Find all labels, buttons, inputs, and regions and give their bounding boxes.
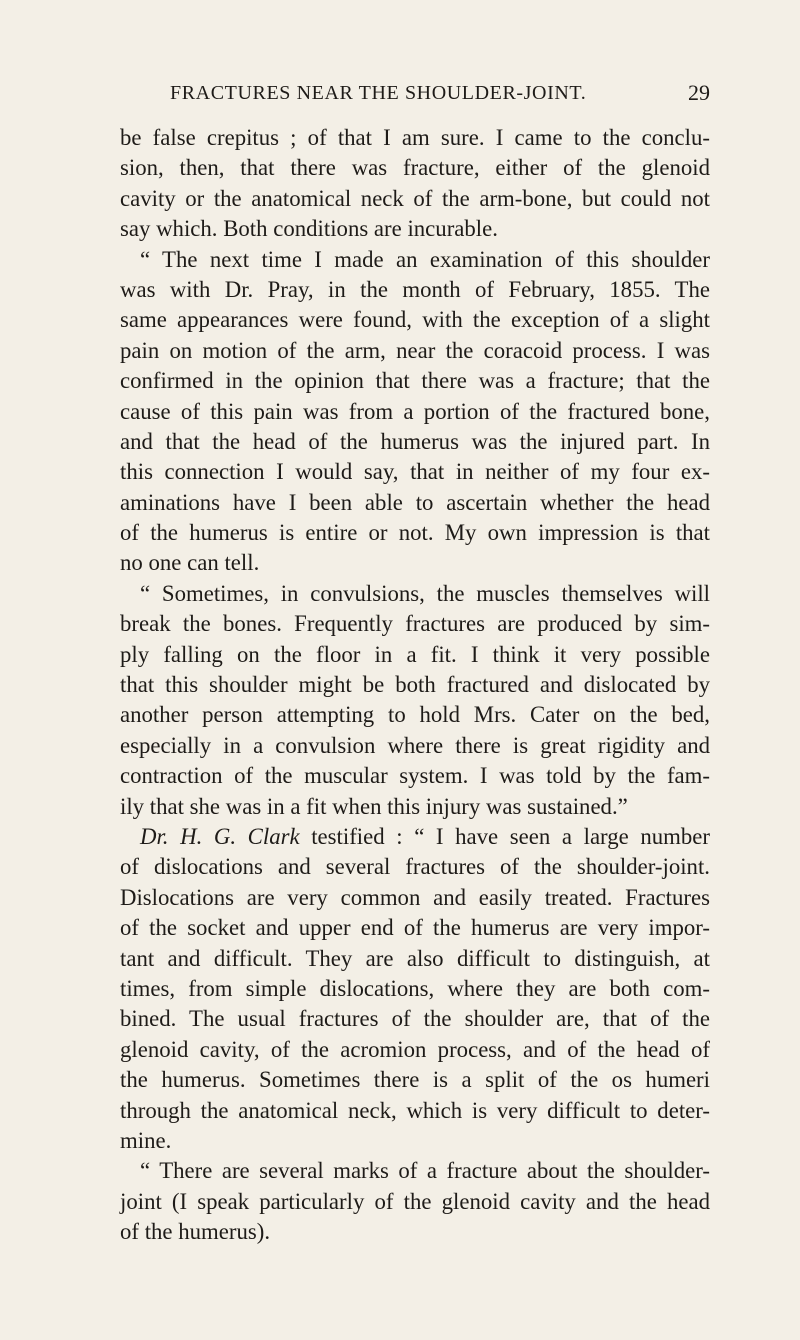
text-line: confirmed in the opinion that there was a fracture; that the xyxy=(120,368,710,394)
text-line: mine. xyxy=(120,1127,172,1153)
text-line: ily that she was in a fit when this injury was sustained.” xyxy=(120,793,628,819)
text-line: was with Dr. Pray, in the month of February, 1855. The xyxy=(120,276,710,302)
running-head xyxy=(130,82,710,112)
text-line: say which. Both conditions are incurable. xyxy=(120,216,498,242)
text-line: tant and difficult. They are also difficult to distinguish, at xyxy=(120,945,710,971)
text-line: sion, then, that there was fracture, either of the glenoid xyxy=(120,155,710,181)
text-line: “ Sometimes, in convulsions, the muscles themselves will xyxy=(140,580,710,606)
text-line: another person attempting to hold Mrs. Cater on the bed, xyxy=(120,702,710,728)
text-line: glenoid cavity, of the acromion process, and of the head of xyxy=(120,1036,710,1062)
text-line: same appearances were found, with the exception of a slight xyxy=(120,307,710,333)
text-line: cavity or the anatomical neck of the arm-bone, but could not xyxy=(120,185,710,211)
text-line: of the humerus is entire or not. My own impression is that xyxy=(120,520,710,546)
text-line: of the socket and upper end of the humerus are very impor- xyxy=(120,915,710,941)
text-line: that this shoulder might be both fractured and dislocated by xyxy=(120,672,710,698)
page-number: 29 xyxy=(688,80,710,105)
text-line: “ The next time I made an examination of this shoulder xyxy=(140,246,710,272)
text-line: “ There are several marks of a fracture about the shoulder- xyxy=(140,1158,710,1184)
text-line: aminations have I been able to ascertain whether the head xyxy=(120,489,710,515)
text-line: cause of this pain was from a portion of the fractured bone, xyxy=(120,398,710,424)
text-line: break the bones. Frequently fractures are produced by sim- xyxy=(120,611,710,637)
text-line: joint (I speak particularly of the glenoid cavity and the head xyxy=(120,1188,710,1214)
running-title: FRACTURES NEAR THE SHOULDER-JOINT. xyxy=(170,82,587,104)
text-line: pain on motion of the arm, near the coracoid process. I was xyxy=(120,337,710,363)
text-line: Dislocations are very common and easily treated. Fractures xyxy=(120,884,710,910)
text-line: the humerus. Sometimes there is a split of the os humeri xyxy=(120,1067,710,1093)
text-line: contraction of the muscular system. I was told by the fam- xyxy=(120,763,710,789)
body-text xyxy=(120,123,710,1247)
text-line: bined. The usual fractures of the shoulder are, that of the xyxy=(120,1006,710,1032)
text-line: of dislocations and several fractures of the shoulder-joint. xyxy=(120,854,710,880)
text-line: especially in a convulsion where there is great rigidity and xyxy=(120,732,710,758)
witness-name: Dr. H. G. Clark xyxy=(140,823,300,849)
text-line: and that the head of the humerus was the injured part. In xyxy=(120,428,710,454)
text-line: of the humerus). xyxy=(120,1219,271,1245)
text-line-with-italic xyxy=(120,822,710,852)
text-line: ply falling on the floor in a fit. I think it very possible xyxy=(120,641,710,667)
text-line: through the anatomical neck, which is very difficult to deter- xyxy=(120,1097,710,1123)
text-line: times, from simple dislocations, where they are both com- xyxy=(120,975,710,1001)
text-line: this connection I would say, that in neither of my four ex- xyxy=(120,459,710,485)
text-segment: testified : “ I have seen a large number xyxy=(299,823,710,849)
text-line: no one can tell. xyxy=(120,550,260,576)
text-line: be false crepitus ; of that I am sure. I came to the conclu- xyxy=(120,125,710,150)
